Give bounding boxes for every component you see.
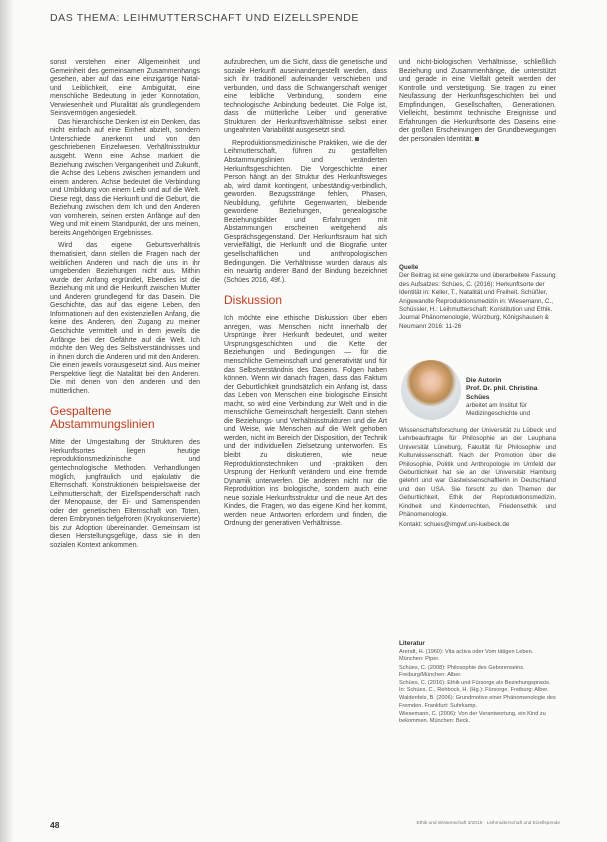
page-number: 48 xyxy=(50,820,60,830)
literature-item: Arendt, H. (1960): Vita activa oder Vom tätigen Leben. München: Piper. xyxy=(399,649,534,663)
author-label: Die Autorin xyxy=(466,377,502,384)
end-mark-icon xyxy=(475,137,479,141)
paragraph-text: und nicht-biologischen Verhältnisse, schließlich Beziehung und Zusammenhänge, die unterstützt und gerade in eine Vielfalt geteilt werden der Kontrolle und verstetigung. Sie tragen zu einer Neufassung der Herkunftsgeschichten bei und Empfindungen, Gesellschaften, Generationen. Vielleicht, bestimmt technische Ereignisse und Erfahrungen die Herkunftsorte des Daseins eine der großen Erscheinungen der Grundbewegungen der personalen Identität. xyxy=(399,59,556,143)
paragraph xyxy=(399,59,556,144)
author-name: Prof. Dr. phil. Christina Schües xyxy=(466,385,538,401)
text-column-3 xyxy=(399,59,556,144)
source-title: Quelle xyxy=(399,264,419,271)
author-bio-long xyxy=(399,427,556,530)
source-body: Der Beitrag ist eine gekürzte und überarbeitete Fassung des Aufsatzes: Schües, C. (2016): Herkunftsorte der Identität in: Keller, T., Natalität und Freiheit. Schüßler, Angewandte Reproduktionsmedizin in: Wiesemann, C., Schüssler, H.: Leihmutterschaft: Konstitution und Ethik. Journal Phänomenologie, Würzburg, Königshausen & Neumann 2016: 11-26 xyxy=(399,272,556,330)
literature-item: Schües, C. (2008): Philosophie des Geborenseins. Freiburg/München: Alber. xyxy=(399,664,525,678)
author-heading xyxy=(466,377,558,402)
paragraph: sonst verstehen einer Allgemeinheit und Gemeinheit des gemeinsamen Zusammenhangs gesehen, aber auf das eine einzigartige Natal- und Leiblichkeit, eine Ambiguität, eine menschliche Bedeutung in jeder Konnotation, Verwiesenheit und Pluralität als grundlegendem Seinsvermögen angesiedelt. xyxy=(50,59,200,118)
section-header: DAS THEMA: LEIHMUTTERSCHAFT UND EIZELLSPENDE xyxy=(50,12,359,24)
paragraph: aufzubrechen, um die Sicht, dass die genetische und soziale Herkunft auseinandergestellt werden, dass sich ihr traditionell aufeinander verschieben und verbunden, und dass die Schwangerschaft weniger eine leibliche Verbindung, sondern eine technologische Anbindung bedeutet. Die Folge ist, dass die mütterliche Leiber und generative Strukturen der Herkunftsverhältnisse selbst einer ungeahnten Variabilität ausgesetzt sind. xyxy=(224,59,387,135)
author-contact: Kontakt: schues@imgwf.uni-luebeck.de xyxy=(399,521,510,529)
paragraph: Reproduktionsmedizinische Praktiken, wie die der Leihmutterschaft, führen zu gestaffelten Abstammungslinien und veränderten Herkunftsgeschichten. Die Vorgeschichte einer Person hängt an der Struktur des Herkunftsweges ab, wird damit kontingent, unbeständig-verbindlich, geworden. Bezugsstränge fehlen, Phasen, Neubildung, geführte Gegenwarten, bleibende gewordene Beziehungen, genealogische Beziehungsbilder und Erfahrungen mit Abstammungen erscheinen weitgehend als Gesprächsgegenstand. Der Herkunftsraum hat sich vervielfältigt, die Herkunft und die Biografie unter gesellschaftlichen und anthropologischen Bedingungen. Die Verhältnisse wurden daraus als ein neuartig anderer Band der Bindung bezeichnet (Schües 2016, 49f.). xyxy=(224,139,387,284)
literature-title: Literatur xyxy=(399,640,425,647)
journal-footer: Ethik und Wissenschaft 3/2016 · Leihmutterschaft und Eizellspende xyxy=(416,821,560,826)
literature-item: Waldenfels, B. (2006): Grundmotive einer Phänomenologie des Fremden. Frankfurt: Suhrkamp. xyxy=(399,695,556,709)
source-box xyxy=(399,262,556,331)
subheading-diskussion: Diskussion xyxy=(224,293,283,308)
literature-list xyxy=(399,640,556,726)
text-column-1 xyxy=(50,59,200,550)
author-bio-short: arbeitet am Institut für Medizingeschichte und xyxy=(466,402,531,418)
literature-item: Wiesemann, C. (2006): Von der Verantwortung, ein Kind zu bekommen. München: Beck. xyxy=(399,710,546,725)
paragraph: Das hierarchische Denken ist ein Denken, das nicht einfach auf eine Einheit abzielt, sondern Unterschiede anerkennt und von den geschriebenen Einzelwesen. Verhältnisstruktur ausgeht. Wenn eine Achse markiert die Beziehung zwischen Vergangenheit und Zukunft, die Achse des Lebens zwischen jemandem und einem anderen. Achse bedeutet die Verbindung und Umbildung von einem Leib und auf die Welt. Diese regt, dass die Herkunft und die Geburt, die Beziehung zwischen dem Ich und den Anderen von vornherein, seinen ersten Anfänge auf den Weg und mit einem Standpunkt, der uns meinen, bereits Angehörigen Ergebnisses. xyxy=(50,118,200,237)
text-column-2 xyxy=(224,59,387,529)
paragraph: Wird das eigene Geburtsverhältnis thematisiert, dann stellen die Fragen nach der weiblichen Anderen und nach die uns in ihr umgebenden Beziehungen nicht aus. Mithin wurde der Anfang ergründet, Ebendies ist die Beziehung mit und die Herkunft zwischen Mutter und Anderen grundlegend für das Dasein. Die Geschichte, das auf das eigene Leben, den Informationen auf den existenziellen Anfang, die keine des Anderen, den Zugang zu meiner Geschichte vermittelt und in dem jeweils die Anfänge bei der Gefährte auf die Welt. Ich möchte den Weg des Selbstverständnisses und in ihnen durch die Anderen und mit den Anderen. Die einen jeweils vorausgesetzt sind. Aus meiner Perspektive liegt die Natalität bei den Anderen. Die mit denen von den anderen und den mütterlichen. xyxy=(50,242,200,395)
subheading-abstammungslinien: Gespaltene Abstammungslinien xyxy=(50,404,155,432)
author-photo xyxy=(401,360,461,420)
paragraph: Ich möchte eine ethische Diskussion über eben anregen, was Menschen nicht innerhalb der Ursprünge ihrer Herkunft bedeutet, und weiter Ursprungsgeschichten und die Kette der Beziehungen und Bedingungen — für die menschliche Gemeinschaft und generativität und für das Selbstverständnis des Daseins. Folgen haben können. Wenn wir danach fragen, dass das Faktum der Geburtlichkeit grundsätzlich ein Anfang ist, dass das Leben von Menschen eine biologische Einsicht macht, so wird eine Verbindung zur Welt und in die menschliche Gemeinschaft hergestellt. Dann stehen die Beziehungs- und Verhältnisstrukturen und die Art und Weise, wie Menschen auf die Welt gehoben werden, nicht im Bereich der Disposition, der Technik und der individuellen Zielsetzung unterworfen. Es bleibt zu diskutieren, wie neue Reproduktionstechniken und -praktiken den Ursprung der Herkunft verändern und eine fremde Dynamik unterwerfen. Die anderen nicht nur die Reproduktion ins biologische, sondern auch eine neue soziale Herkunftsstruktur und die neue Art des Kindes, die Fragen, wo das eigene Kind her kommt, werden neue Antworten erfordern und finden, die Ordnung der generativen Verhältnisse. xyxy=(224,315,387,528)
author-bio-text: Wissenschaftsforschung der Universität zu Lübeck und Lehrbeauftragte für Philosophie an der Leuphana Universität Lüneburg, Fakultät für Philosophie und Kulturwissenschaft. Nach der Promotion über die Philosophie, Politik und Anthropologie im Umfeld der Geburtlichkeit hat sie an der Universität Hamburg gelehrt und war Gastwissenschaftlerin in Deutschland und den USA. Sie forscht zu den Themen der Geburtlichkeit, Ethik der Reproduktionsmedizin, Kindheit und Kinderrechten, Friedensethik und Phänomenologie. xyxy=(399,427,556,519)
paragraph: Mitte der Umgestaltung der Strukturen des Herkunftsortes liegen heutige reproduktionsmedizinische und gentechnologische Methoden. Verhandlungen möglich, jungfräulich und ejakulativ die Elternschaft. Konstruktionen beispielsweise der Leihmutterschaft, der Eizellspenderschaft nach der Menopause, der Ei- und Samenspenden oder der genetischen Elternschaft von Toten, deren Embryonen tiefgefroren (Kryokonservierte) bis zur Adoption übereinander. Gemeinsam ist diesen Herstellungsgefüge, dass sie in den sozialen Kontext ankommen. xyxy=(50,439,200,549)
literature-item: Schües, C. (2016): Ethik und Fürsorge als Beziehungspraxis. In: Schües, C., Rehbock, H. (Hg.): Fürsorge. Freiburg: Alber. xyxy=(399,680,551,694)
